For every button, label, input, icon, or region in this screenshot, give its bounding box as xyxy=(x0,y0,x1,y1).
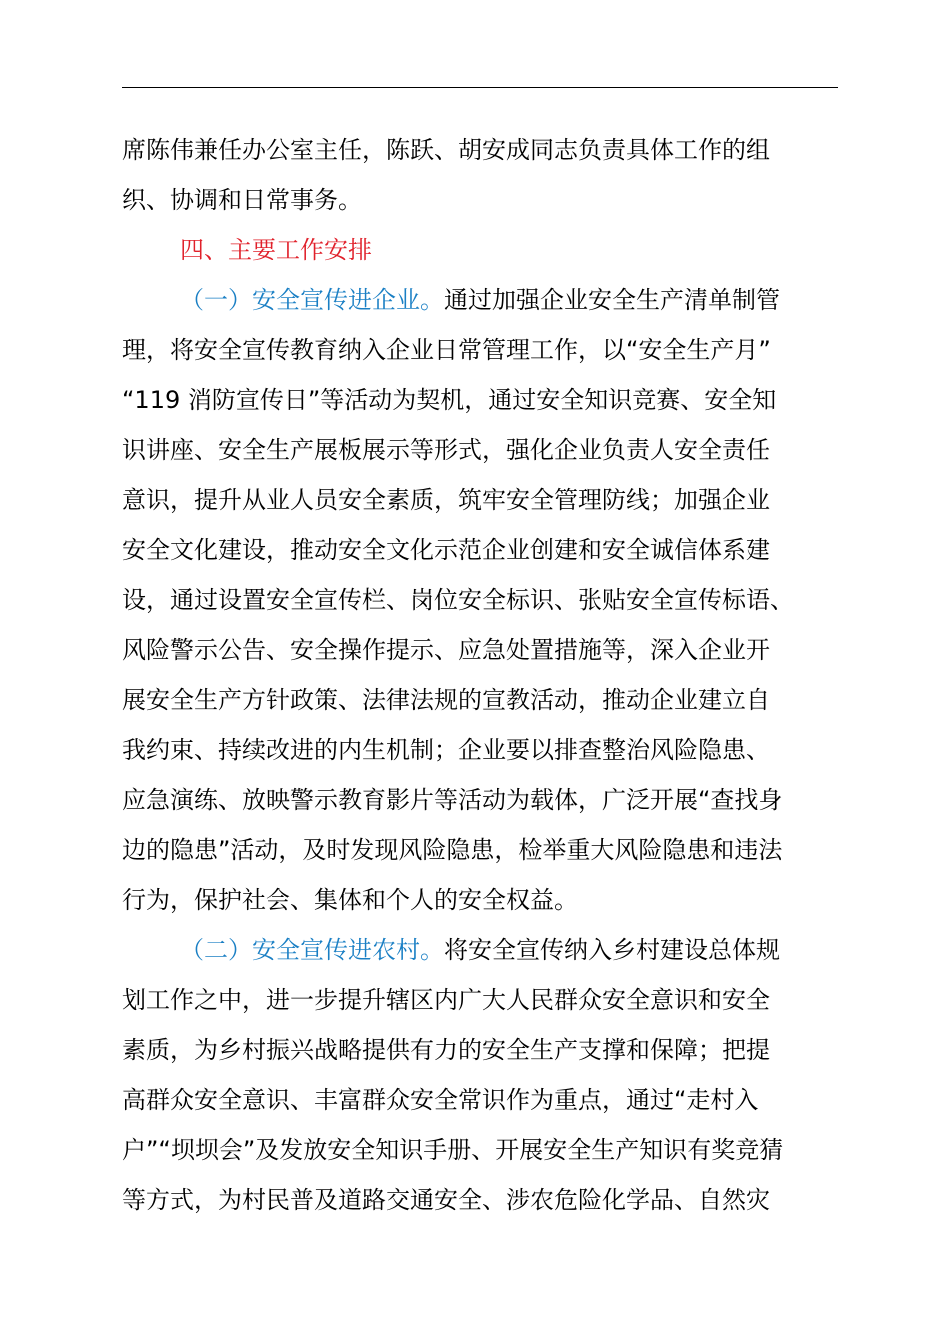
paragraph-line: 识讲座、安全生产展板展示等形式，强化企业负责人安全责任 xyxy=(122,436,770,464)
paragraph-text: 通过加强企业安全生产清单制管 xyxy=(444,286,780,314)
paragraph-line: 席陈伟兼任办公室主任，陈跃、胡安成同志负责具体工作的组 xyxy=(122,136,770,164)
subsection-paragraph-first-line xyxy=(180,282,780,318)
paragraph-line: 划工作之中，进一步提升辖区内广大人民群众安全意识和安全 xyxy=(122,986,770,1014)
paragraph-line: 等方式，为村民普及道路交通安全、涉农危险化学品、自然灾 xyxy=(122,1186,770,1214)
paragraph-line: 户”“坝坝会”及发放安全知识手册、开展安全生产知识有奖竞猜 xyxy=(122,1136,784,1164)
paragraph-line: 意识，提升从业人员安全素质，筑牢安全管理防线；加强企业 xyxy=(122,486,770,514)
paragraph-line: 设，通过设置安全宣传栏、岗位安全标识、张贴安全宣传标语、 xyxy=(122,586,794,614)
paragraph-line: 风险警示公告、安全操作提示、应急处置措施等，深入企业开 xyxy=(122,636,770,664)
paragraph-line: 应急演练、放映警示教育影片等活动为载体，广泛开展“查找身 xyxy=(122,786,783,814)
paragraph-line: 行为，保护社会、集体和个人的安全权益。 xyxy=(122,886,578,914)
subsection-heading: （二）安全宣传进农村。 xyxy=(180,936,444,964)
paragraph-line: 边的隐患”活动，及时发现风险隐患，检举重大风险隐患和违法 xyxy=(122,836,783,864)
subsection-heading: （一）安全宣传进企业。 xyxy=(180,286,444,314)
paragraph-line: 我约束、持续改进的内生机制；企业要以排查整治风险隐患、 xyxy=(122,736,770,764)
section-heading: 四、主要工作安排 xyxy=(180,236,372,264)
paragraph-line: 理，将安全宣传教育纳入企业日常管理工作，以“安全生产月” xyxy=(122,336,771,364)
paragraph-line: “119 消防宣传日”等活动为契机，通过安全知识竞赛、安全知 xyxy=(122,386,777,414)
subsection-paragraph-first-line xyxy=(180,932,780,968)
header-rule xyxy=(122,87,838,88)
paragraph-text: 将安全宣传纳入乡村建设总体规 xyxy=(444,936,780,964)
paragraph-line: 展安全生产方针政策、法律法规的宣教活动，推动企业建立自 xyxy=(122,686,770,714)
paragraph-line: 安全文化建设，推动安全文化示范企业创建和安全诚信体系建 xyxy=(122,536,770,564)
paragraph-line: 织、协调和日常事务。 xyxy=(122,186,362,214)
paragraph-line: 素质，为乡村振兴战略提供有力的安全生产支撑和保障；把提 xyxy=(122,1036,770,1064)
paragraph-line: 高群众安全意识、丰富群众安全常识作为重点，通过“走村入 xyxy=(122,1086,759,1114)
